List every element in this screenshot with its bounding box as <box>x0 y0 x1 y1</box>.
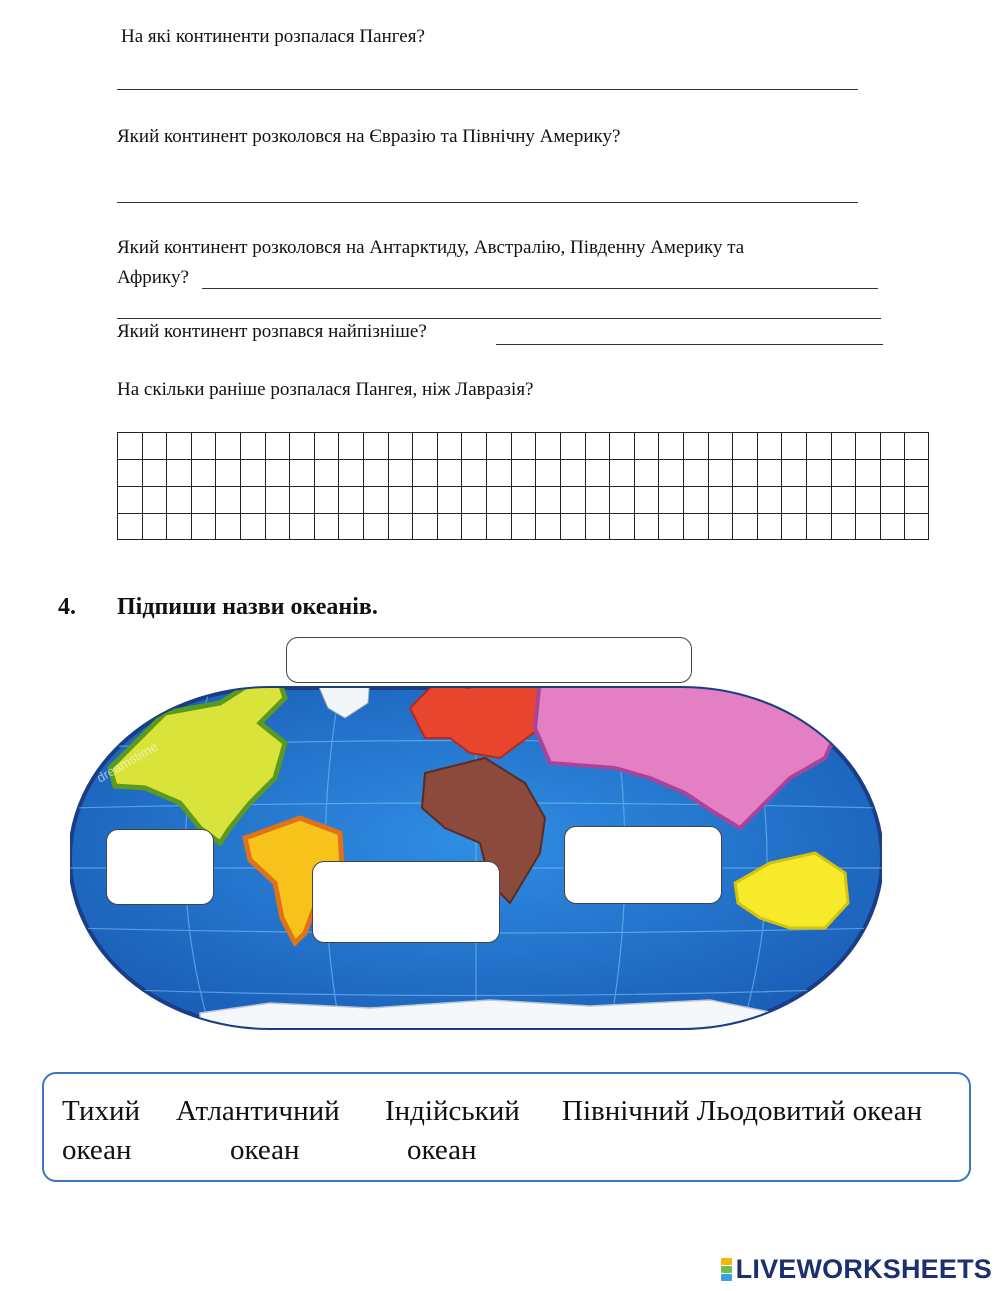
logo-icon <box>721 1258 732 1281</box>
answer-line-2[interactable] <box>117 202 858 203</box>
word-option-indian[interactable]: Індійський океан <box>385 1095 520 1166</box>
liveworksheets-logo <box>721 1254 992 1285</box>
question-how-much-earlier: На скільки раніше розпалася Пангея, ніж Лавразія? <box>117 379 534 400</box>
ocean-label-box-indian[interactable] <box>564 826 722 904</box>
ocean-label-box-left[interactable] <box>106 829 214 905</box>
word-bank <box>42 1072 971 1182</box>
word-option-pacific[interactable]: Тихий океан <box>62 1095 141 1166</box>
answer-line-1[interactable] <box>117 89 858 90</box>
answer-line-3b[interactable] <box>117 318 881 319</box>
question-laurasia: Який континент розколовся на Євразію та Північну Америку? <box>117 126 621 147</box>
word-option-arctic[interactable]: Північний Льодовитий океан <box>562 1095 923 1127</box>
task-number: 4. <box>58 594 76 620</box>
question-gondwana-line2: Африку? <box>117 267 189 288</box>
logo-text: LIVEWORKSHEETS <box>735 1254 992 1284</box>
task-title: Підпиши назви океанів. <box>117 594 378 620</box>
question-latest: Який континент розпався найпізніше? <box>117 321 427 342</box>
answer-line-4[interactable] <box>496 344 883 345</box>
ocean-label-box-atlantic[interactable] <box>312 861 500 943</box>
question-pangea: На які континенти розпалася Пангея? <box>121 26 425 47</box>
question-gondwana-line1: Який континент розколовся на Антарктиду, Австралію, Південну Америку та <box>117 237 745 258</box>
antarctica <box>200 1000 790 1048</box>
word-option-atlantic[interactable]: Атлантичний океан <box>176 1095 340 1166</box>
answer-grid[interactable] <box>117 432 929 540</box>
ocean-label-box-arctic[interactable] <box>286 637 692 683</box>
answer-line-3[interactable] <box>202 288 878 289</box>
map-watermark: dreamstime <box>94 738 161 786</box>
